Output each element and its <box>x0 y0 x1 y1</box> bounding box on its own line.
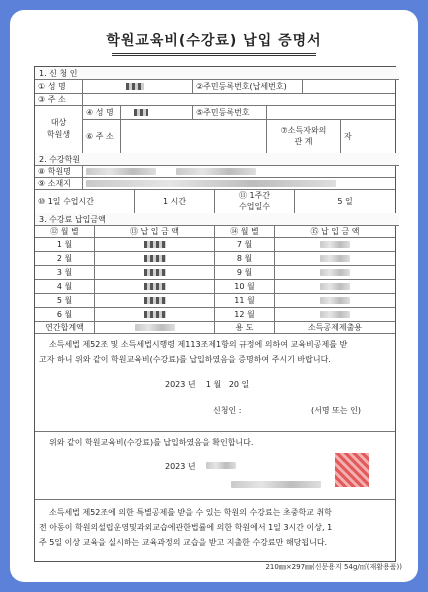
confirmation-statement: 위와 같이 학원교육비(수강료)를 납입하였음을 확인합니다. <box>49 438 254 447</box>
applicant-rrn-value <box>303 79 395 93</box>
amount-left-value <box>95 237 215 251</box>
month-right-label: 12 월 <box>215 307 275 321</box>
student-label: 학원생 <box>46 130 71 139</box>
redacted-amount-right <box>320 297 350 304</box>
target-address-row <box>83 119 395 153</box>
legal-note-block <box>35 499 395 561</box>
weekly-days-label-line2: 수업일수 <box>239 202 270 211</box>
section-academy-label: 2. 수강학원 <box>39 154 81 164</box>
amount-right-value <box>275 307 395 321</box>
month-right-label: 11 월 <box>215 293 275 307</box>
redacted-amount-left <box>144 297 166 304</box>
target-name-value <box>121 105 193 119</box>
section-payment-label: 3. 수강료 납입금액 <box>39 214 106 224</box>
redacted-academy-signer <box>231 481 321 490</box>
redacted-amount-right <box>320 255 350 262</box>
redacted-target-name <box>134 109 148 116</box>
request-date-month: 1 월 <box>205 380 222 389</box>
signature-placeholder: (서명 또는 인) <box>311 406 361 415</box>
redacted-confirmation-date <box>206 462 236 469</box>
title-underline-2 <box>112 55 316 56</box>
month-right-label: 10 월 <box>215 279 275 293</box>
confirmation-date-year: 2023 년 <box>165 462 196 471</box>
amount-right-value <box>275 293 395 307</box>
legal-note-line1: 소득세법 제52조에 의한 특별공제를 받을 수 있는 학원의 수강료는 초중학교 취학 <box>49 508 332 517</box>
document-title: 학원교육비(수강료) 납입 증명서 <box>106 33 322 49</box>
target-label: 대상 <box>50 118 67 127</box>
request-date-day: 20 일 <box>228 380 250 389</box>
redacted-amount-right <box>320 269 350 276</box>
table-row <box>35 279 395 294</box>
daily-hours-label: ⑩ 1일 수업시간 <box>35 189 135 213</box>
month-right-label: 8 월 <box>215 251 275 265</box>
official-seal-stamp <box>335 453 369 487</box>
request-statement-block <box>35 333 395 432</box>
confirmation-block <box>35 431 395 500</box>
request-statement-line2: 고자 하니 위와 같이 학원교육비(수강료)를 납입하였음을 증명하여 주시기 바랍니다. <box>39 355 331 364</box>
confirmation-date <box>165 461 236 472</box>
month-right-label: 7 월 <box>215 237 275 251</box>
amount-left-value <box>95 293 215 307</box>
applicant-sign-label: 신청인 : <box>213 406 242 415</box>
table-row <box>35 293 395 308</box>
applicant-address-label: ③ 주 소 <box>35 93 83 105</box>
amount-left-value <box>95 307 215 321</box>
applicant-name-row <box>35 79 395 94</box>
amount-left-value <box>95 265 215 279</box>
table-row <box>35 237 395 252</box>
redacted-amount-left <box>144 283 166 290</box>
legal-note-line3: 주 5일 이상 교육을 실시하는 교육과정의 교습을 받고 지출한 수강료만 해당됩니다. <box>39 538 328 547</box>
redacted-amount-left <box>144 241 166 248</box>
target-name-row <box>83 105 395 120</box>
target-address-value <box>121 119 267 153</box>
document-frame <box>10 10 418 582</box>
certificate-paper <box>24 22 404 570</box>
month-left-label: 1 월 <box>35 237 95 251</box>
amount-right-value <box>275 237 395 251</box>
relation-label-line2: 관 계 <box>294 137 313 146</box>
annual-total-label: 연간합계액 <box>35 321 95 333</box>
relation-value: 자 <box>344 131 352 141</box>
month-left-label: 4 월 <box>35 279 95 293</box>
redacted-amount-left <box>144 311 166 318</box>
target-rrn-value <box>267 105 395 119</box>
amount-right-value <box>275 251 395 265</box>
request-date-year: 2023 년 <box>165 380 196 389</box>
legal-note-line2: 전 아동이 학원의설립운영및과외교습에관한법률에 의한 학원에서 1일 3시간 이상, 1 <box>39 523 333 532</box>
redacted-annual-total <box>135 324 175 331</box>
weekly-days-label <box>215 189 295 213</box>
daily-hours-value: 1 시간 <box>135 189 215 213</box>
redacted-name <box>126 83 144 90</box>
amount-right-value <box>275 265 395 279</box>
target-name-label: ④ 성 명 <box>83 105 121 119</box>
redacted-amount-right <box>320 311 350 318</box>
annual-total-value <box>95 321 215 333</box>
month-header-right: ⑭ 월 별 <box>215 225 275 237</box>
redacted-amount-left <box>144 269 166 276</box>
class-hours-row <box>35 189 395 214</box>
usage-label: 용 도 <box>215 321 275 333</box>
redacted-academy-address <box>86 180 336 187</box>
amount-header-left: ⑬ 납 입 금 액 <box>95 225 215 237</box>
academy-location-value <box>83 177 395 189</box>
academy-name-label: ⑧ 학원명 <box>35 165 83 177</box>
section-applicant-label: 1. 신 청 인 <box>39 68 78 78</box>
month-left-label: 6 월 <box>35 307 95 321</box>
usage-value: 소득공제제출용 <box>307 322 363 332</box>
redacted-academy-info <box>176 168 256 175</box>
request-date <box>165 379 249 390</box>
table-row <box>35 251 395 266</box>
month-left-label: 5 월 <box>35 293 95 307</box>
paper-spec-footer: 210㎜×297㎜(신문용지 54g/㎡(재활용품)) <box>265 563 402 571</box>
applicant-rrn-label: ②주민등록번호(납세번호) <box>193 79 303 93</box>
redacted-amount-right <box>320 283 350 290</box>
table-row <box>35 307 395 322</box>
certificate-form <box>34 66 396 562</box>
table-row <box>35 265 395 280</box>
month-left-label: 2 월 <box>35 251 95 265</box>
redacted-signer-name <box>231 481 321 488</box>
amount-left-value <box>95 251 215 265</box>
amount-left-value <box>95 279 215 293</box>
relation-label-line1: ⑦소득자와의 <box>280 126 327 135</box>
academy-location-label: ⑨ 소재지 <box>35 177 83 189</box>
redacted-academy-name <box>86 168 156 175</box>
title-underline <box>112 53 316 54</box>
redacted-amount-left <box>144 255 166 262</box>
redacted-amount-right <box>320 241 350 248</box>
applicant-name-value <box>83 79 193 93</box>
amount-header-right: ⑮ 납 입 금 액 <box>310 226 360 236</box>
target-student-block <box>35 105 395 154</box>
month-left-label: 3 월 <box>35 265 95 279</box>
academy-name-value <box>83 165 395 177</box>
month-header-left: ⑫ 월 별 <box>35 225 95 237</box>
target-rrn-label: ⑤주민등록번호 <box>193 105 267 119</box>
request-statement-line1: 소득세법 제52조 및 소득세법시행령 제113조제1항의 규정에 의하여 교육비공제를 받 <box>49 340 348 349</box>
target-student-label <box>35 105 83 153</box>
weekly-days-label-line1: ⑪ 1주간 <box>238 191 271 200</box>
weekly-days-value: 5 일 <box>337 196 353 206</box>
applicant-name-label: ① 성 명 <box>35 79 83 93</box>
amount-right-value <box>275 279 395 293</box>
relation-label <box>267 119 341 153</box>
month-right-label: 9 월 <box>215 265 275 279</box>
target-address-label: ⑥ 주 소 <box>83 119 121 153</box>
